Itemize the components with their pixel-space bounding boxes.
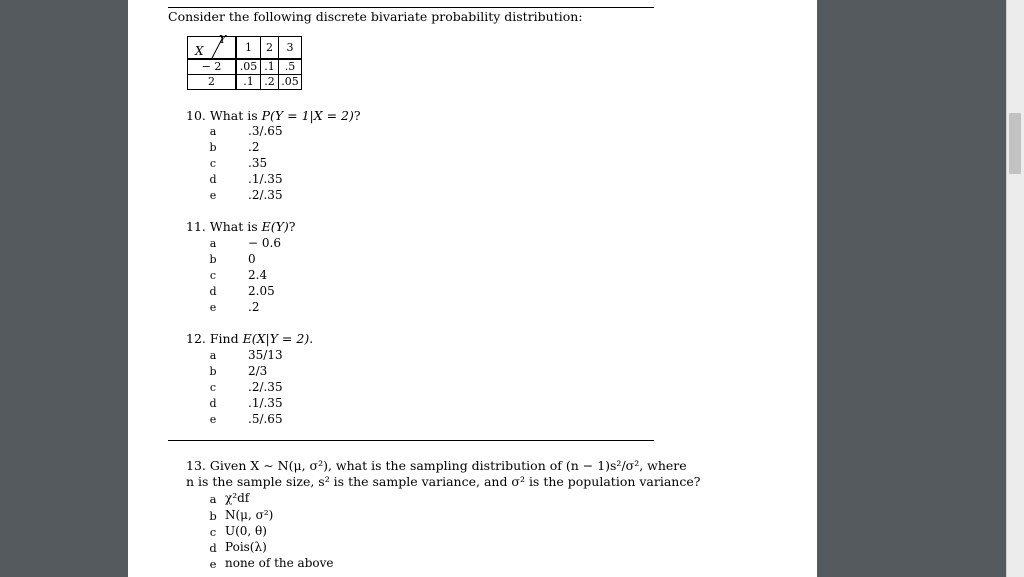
option-letter: c [209,525,217,539]
option-letter: c [209,269,217,282]
option-value: none of the above [225,556,334,570]
option-letter: a [209,492,217,506]
option-letter: a [209,349,217,362]
row-header: − 2 [188,59,237,75]
option-letter: b [209,509,217,523]
option-value: U(0, θ) [225,524,267,538]
option-value: .2/.35 [248,188,283,202]
option-letter: b [209,365,217,378]
col-header: 3 [279,37,302,60]
table-cell: .5 [279,59,302,75]
question-13-line-1: 13. Given X ∼ N(μ, σ²), what is the sampling distribution of (n − 1)s²/σ², where [186,458,687,473]
top-rule [168,7,654,8]
option-letter: c [209,157,217,170]
row-variable-label: X [195,44,204,58]
table-cell: .1 [261,59,279,75]
option-letter: d [209,541,217,555]
question-13-line-2: n is the sample size, s² is the sample variance, and σ² is the population variance? [186,474,701,489]
column-variable-label: Y [219,33,227,46]
option-value: 2.4 [248,268,268,282]
option-letter: d [209,397,217,410]
option-letter: e [209,557,217,571]
col-header: 2 [261,37,279,60]
option-value: .2 [248,140,260,154]
option-value: χ²df [225,491,250,505]
option-value: Pois(λ) [225,540,267,554]
option-value: 2.05 [248,284,275,298]
option-value: N(μ, σ²) [225,508,274,522]
option-letter: a [209,125,217,138]
option-letter: d [209,285,217,298]
row-header: 2 [188,75,237,90]
option-value: .3/.65 [248,124,283,138]
option-value: 35/13 [248,348,283,362]
table-corner-cell [188,33,237,60]
option-letter: e [209,301,217,314]
option-value: .5/.65 [248,412,283,426]
question-12: 12. Find E(X|Y = 2). [186,331,314,346]
scrollbar-thumb[interactable] [1009,113,1021,174]
option-letter: b [209,141,217,154]
section-rule [168,440,654,441]
option-letter: e [209,413,217,426]
option-letter: d [209,173,217,186]
probability-table [187,33,302,90]
option-value: 2/3 [248,364,268,378]
col-header: 1 [236,37,261,60]
option-letter: c [209,381,217,394]
question-10: 10. What is P(Y = 1|X = 2)? [186,108,361,123]
option-value: .2/.35 [248,380,283,394]
option-value: 0 [248,252,256,266]
table-cell: .2 [261,75,279,90]
option-letter: e [209,189,217,202]
option-letter: a [209,237,217,250]
intro-text: Consider the following discrete bivariate probability distribution: [168,9,583,24]
question-11: 11. What is E(Y)? [186,219,296,234]
table-cell: .1 [236,75,261,90]
table-cell: .05 [279,75,302,90]
option-value: .35 [248,156,268,170]
option-letter: b [209,253,217,266]
document-page [128,0,817,577]
option-value: .1/.35 [248,396,283,410]
option-value: .1/.35 [248,172,283,186]
table-cell: .05 [236,59,261,75]
option-value: .2 [248,300,260,314]
vertical-scrollbar[interactable] [1006,0,1024,577]
option-value: − 0.6 [248,236,281,250]
